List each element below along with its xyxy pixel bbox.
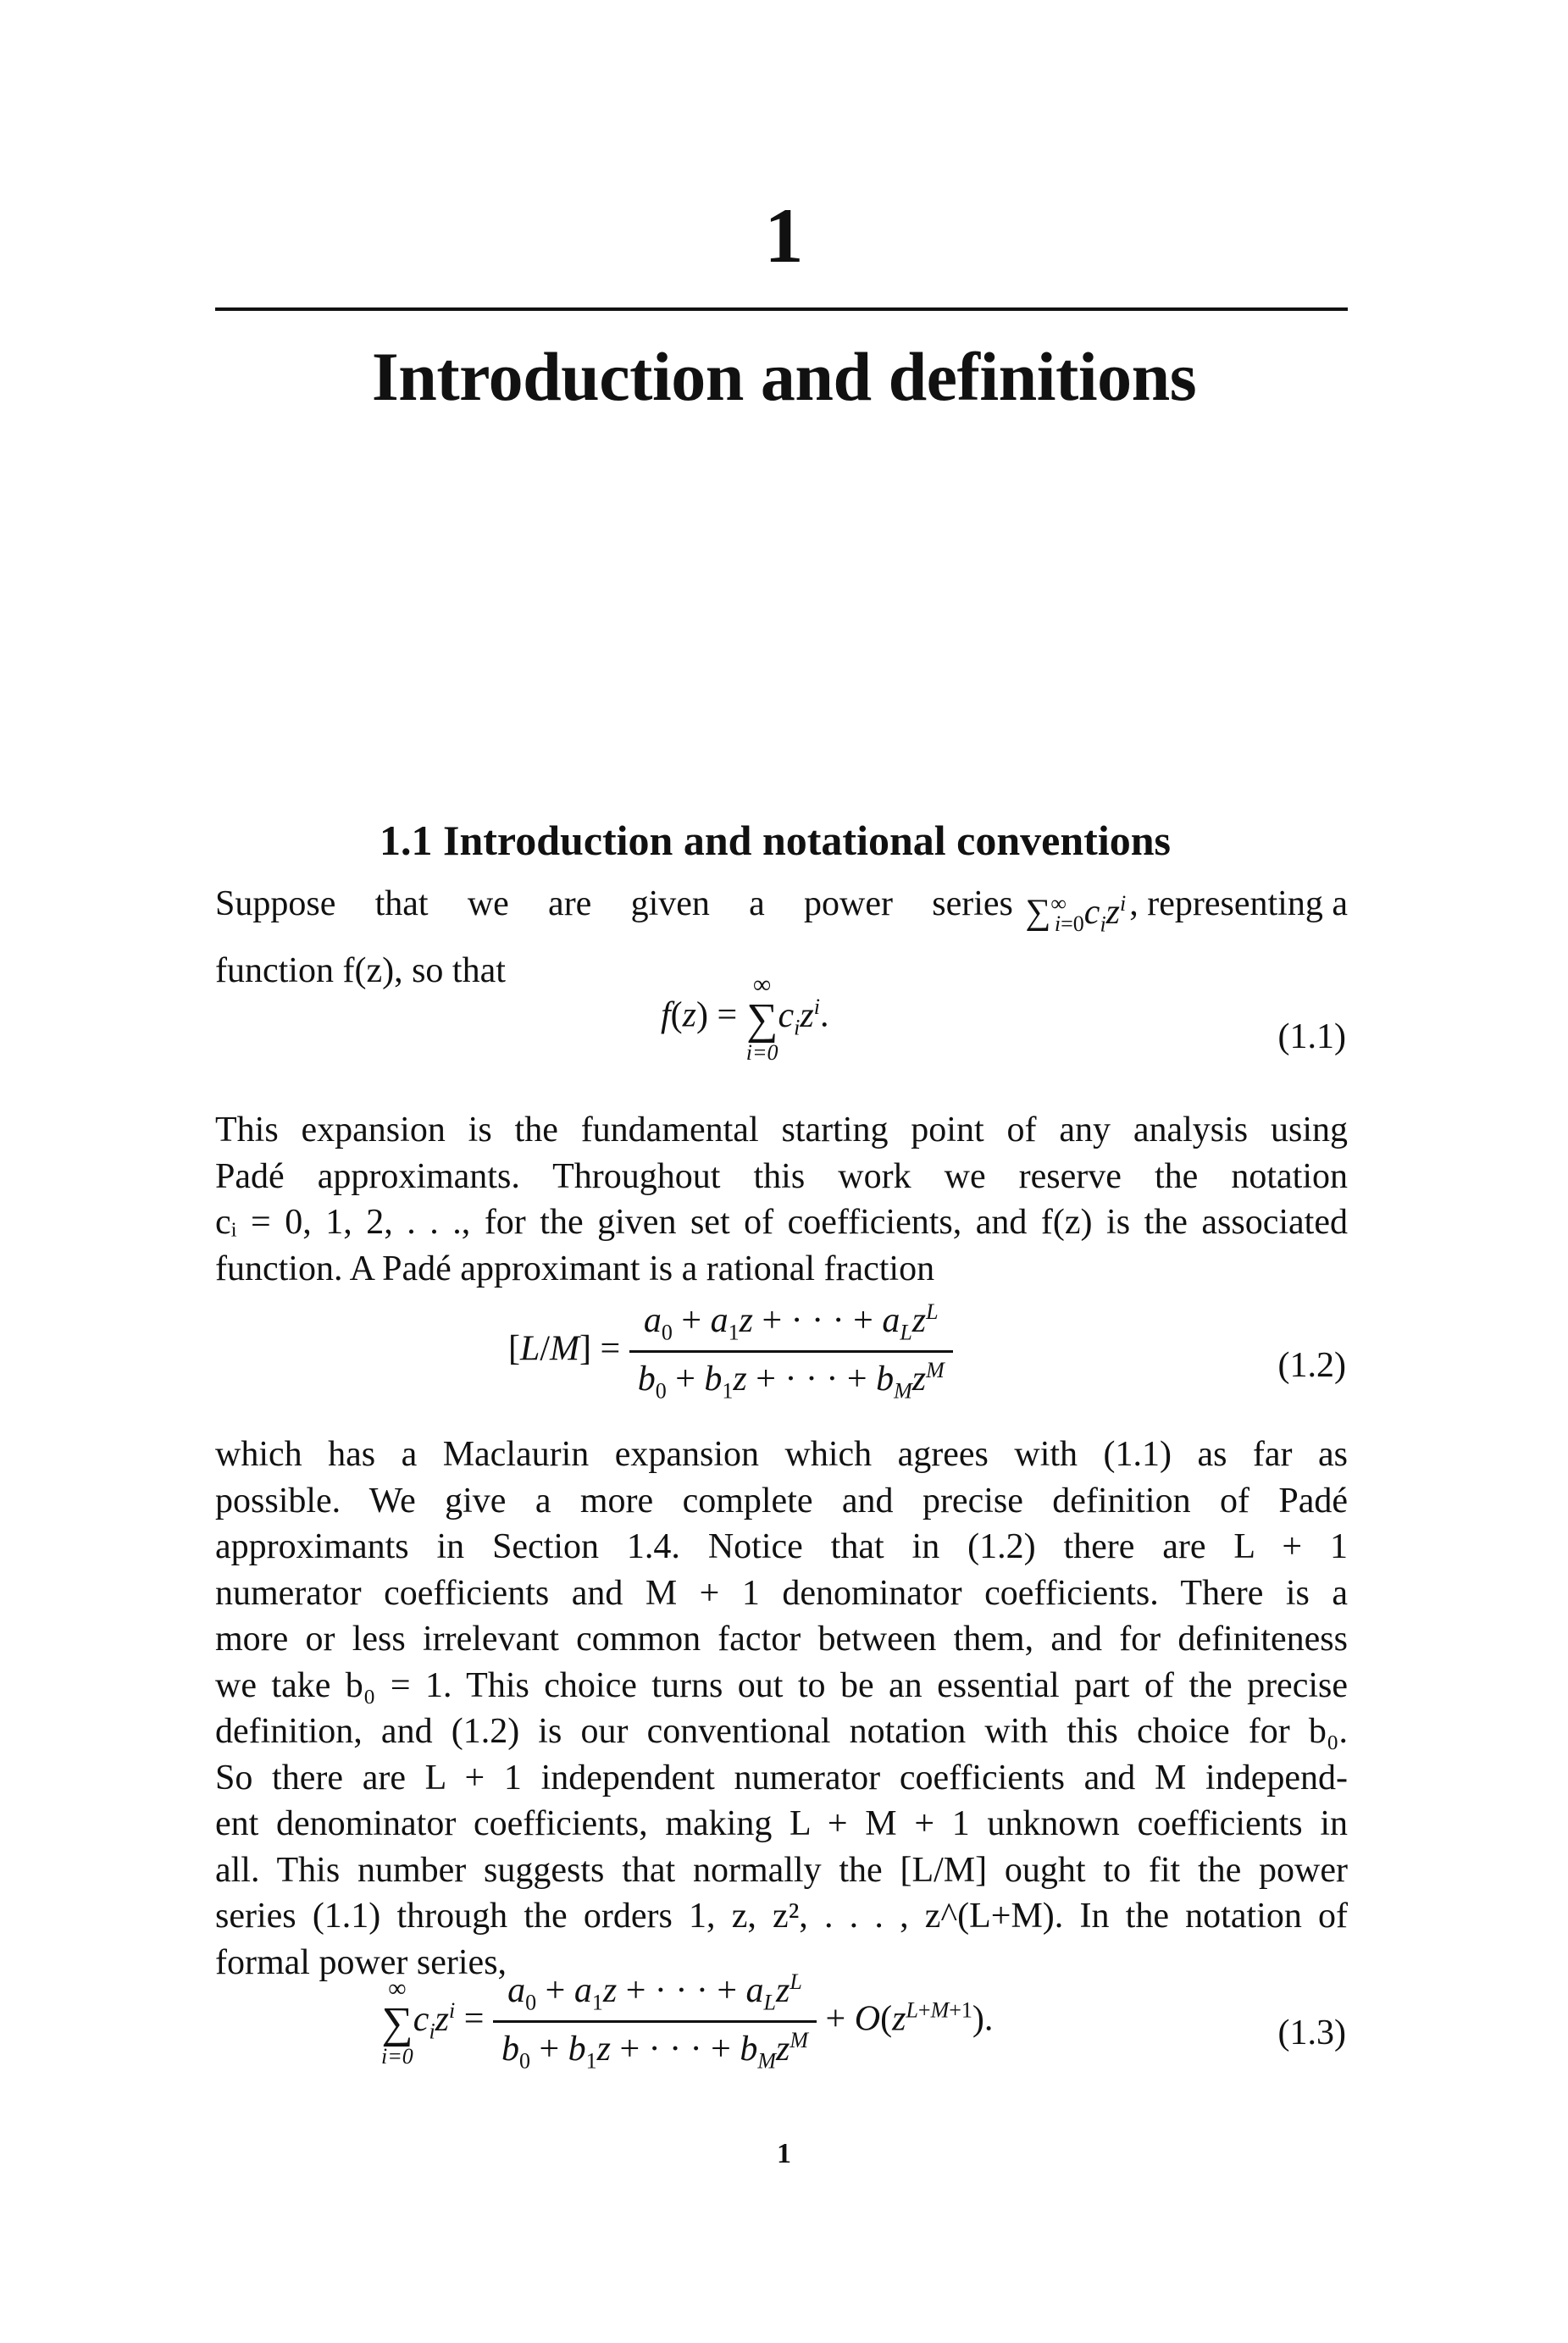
p3-line: definition, and (1.2) is our conventional notation with this choice for b₀. xyxy=(215,1712,1348,1751)
p3-line: ent denominator coefficients, making L + M + 1 unknown coefficients in xyxy=(215,1804,1348,1843)
p2-line: This expansion is the fundamental starting point of any analysis using xyxy=(215,1111,1348,1149)
section-title: 1.1 Introduction and notational conventions xyxy=(380,817,1171,864)
p3-line: series (1.1) through the orders 1, z, z², . . . , z^(L+M). In the notation of xyxy=(215,1897,1348,1936)
equation-1-2: [L/M] = $\frac{a_0 + a_1z + \cdot \cdot \cdot + a_Lz^L}{b_0 + b_1z + \cdot \cdot \cdot + b_Mz^M}$ xyxy=(508,1299,953,1404)
p3-line: So there are L + 1 independent numerator coefficients and M independ- xyxy=(215,1758,1348,1797)
p3-line: we take b₀ = 1. This choice turns out to be an essential part of the precise xyxy=(215,1665,1348,1705)
p2-line: cᵢ = 0, 1, 2, . . ., for the given set of coefficients, and f(z) is the associated xyxy=(215,1203,1348,1242)
p3-line: all. This number suggests that normally the [L/M] ought to fit the power xyxy=(215,1850,1348,1890)
chapter-number: 1 xyxy=(764,192,804,279)
chapter-title: Introduction and definitions xyxy=(371,338,1197,415)
p1-line1-b: , representing a xyxy=(1129,884,1348,923)
p3-line: formal power series, xyxy=(215,1942,507,1982)
p3-line: approximants in Section 1.4. Notice that in (1.2) there are L + 1 xyxy=(215,1527,1348,1566)
p2-line: function. A Padé approximant is a rational fraction xyxy=(215,1249,935,1288)
equation-1-3: ∞ ∑ i=0 $c_iz^i$ = $\frac{a_0 + a_1z + \cdot \cdot \cdot + a_Lz^L}{b_0 + b_1z + \cdot \cdot \cdot + b_Mz^M}$ + $O(z^{L+M+1})$. xyxy=(381,1969,994,2074)
p1-line2: function f(z), so that xyxy=(215,950,506,990)
paragraph-expansion xyxy=(215,1107,1348,1292)
p2-line: Padé approximants. Throughout this work we reserve the notation xyxy=(215,1156,1348,1196)
inline-sum: $\sum^\infty_{i=0}c_iz^i$ xyxy=(1016,891,1127,937)
page-number: 1 xyxy=(777,2138,791,2169)
p3-line: possible. We give a more complete and precise definition of Padé xyxy=(215,1481,1348,1520)
paragraph-definition xyxy=(215,1432,1348,1986)
equation-1-2-label: (1.2) xyxy=(1277,1346,1346,1385)
equation-1-1: f(z) = ∞ ∑ i=0 $c_iz^i$. xyxy=(661,971,829,1065)
p3-line: numerator coefficients and M + 1 denominator coefficients. There is a xyxy=(215,1573,1348,1613)
chapter-rule xyxy=(215,307,1348,311)
equation-1-3-label: (1.3) xyxy=(1277,2013,1346,2052)
equation-1-1-label: (1.1) xyxy=(1277,1017,1346,1056)
p3-line: which has a Maclaurin expansion which agrees with (1.1) as far as xyxy=(215,1435,1348,1474)
p1-line1-a: Suppose that we are given a power series xyxy=(215,884,1013,923)
p3-line: more or less irrelevant common factor between them, and for definiteness xyxy=(215,1620,1348,1659)
